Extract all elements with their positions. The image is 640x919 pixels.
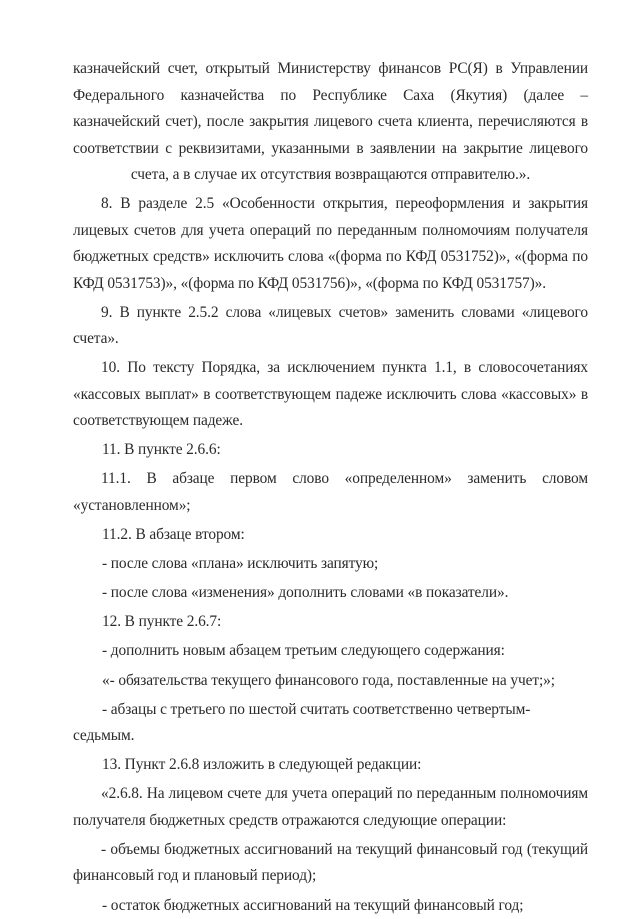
paragraph-item-9: 9. В пункте 2.5.2 слова «лицевых счетов» заменить словами «лицевого счета». <box>73 300 588 353</box>
paragraph-continuation: казначейский счет, открытый Министерству финансов РС(Я) в Управлении Федерального казначейства по Республике Саха (Якутия) (далее – казначейский счет), после закрытия лицевого счета клиента, перечисляются в соответствии с реквизитами, указанными в заявлении на закрытие лицевого счета, а в случае их отсутствия возвращаются отправителю.». <box>73 56 588 189</box>
paragraph-dash-6: - остаток бюджетных ассигнований на текущий финансовый год; <box>73 893 588 919</box>
paragraph-item-2-6-8: «2.6.8. На лицевом счете для учета операций по переданным полномочиям получателя бюджетных средств отражаются следующие операции: <box>73 781 588 834</box>
paragraph-dash-1: - после слова «плана» исключить запятую; <box>73 551 588 578</box>
paragraph-quoted-insert: «- обязательства текущего финансового года, поставленные на учет;»; <box>73 668 588 695</box>
paragraph-item-11-1: 11.1. В абзаце первом слово «определенном» заменить словом «установленном»; <box>73 466 588 519</box>
paragraph-item-11: 11. В пункте 2.6.6: <box>73 437 588 464</box>
paragraph-dash-5: - объемы бюджетных ассигнований на текущий финансовый год (текущий финансовый год и плановый период); <box>73 837 588 890</box>
paragraph-item-11-2: 11.2. В абзаце втором: <box>73 522 588 549</box>
paragraph-item-13: 13. Пункт 2.6.8 изложить в следующей редакции: <box>73 752 588 779</box>
paragraph-dash-2: - после слова «изменения» дополнить словами «в показатели». <box>73 580 588 607</box>
paragraph-dash-3: - дополнить новым абзацем третьим следующего содержания: <box>73 638 588 665</box>
paragraph-item-10: 10. По тексту Порядка, за исключением пункта 1.1, в словосочетаниях «кассовых выплат» в соответствующем падеже исключить слова «кассовых» в соответствующем падеже. <box>73 355 588 435</box>
document-body <box>73 56 588 919</box>
paragraph-item-12: 12. В пункте 2.6.7: <box>73 609 588 636</box>
paragraph-dash-4: - абзацы с третьего по шестой считать соответственно четвертым-седьмым. <box>73 697 588 750</box>
paragraph-item-8: 8. В разделе 2.5 «Особенности открытия, переоформления и закрытия лицевых счетов для учета операций по переданным полномочиям получателя бюджетных средств» исключить слова «(форма по КФД 0531752)», «(форма по КФД 0531753)», «(форма по КФД 0531756)», «(форма по КФД 0531757)». <box>73 191 588 297</box>
